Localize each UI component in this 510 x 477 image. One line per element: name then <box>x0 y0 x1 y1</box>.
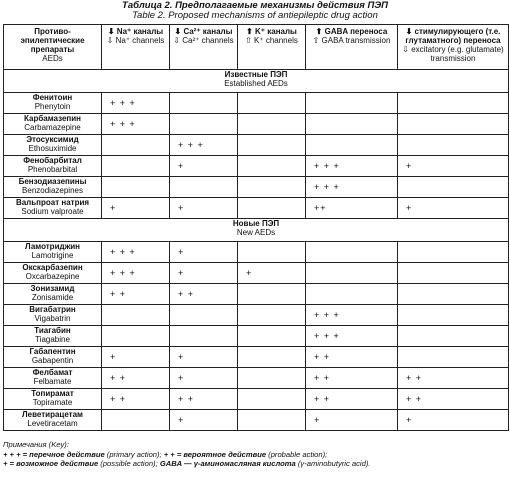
mechanism-cell: + + + <box>306 156 398 177</box>
mechanism-cell <box>238 93 306 114</box>
mechanism-cell: + + + <box>102 93 170 114</box>
drug-name-cell <box>4 263 102 284</box>
mechanism-cell <box>238 156 306 177</box>
table-row <box>4 198 509 219</box>
mechanism-cell <box>306 135 398 156</box>
notes-line-2 <box>3 459 508 469</box>
drug-name-ru: Ламотриджин <box>25 242 80 251</box>
mechanism-cell: + <box>170 242 238 263</box>
mechanism-cell: + <box>398 198 509 219</box>
drug-name-ru: Зонизамид <box>30 284 75 293</box>
header-en: ⇧ K⁺ channels <box>245 36 298 45</box>
drug-name-en: Topiramate <box>32 398 73 407</box>
mechanism-cell: + + + <box>102 242 170 263</box>
mechanism-cell <box>238 347 306 368</box>
header-cell-ca <box>170 25 238 70</box>
mechanism-cell <box>306 93 398 114</box>
drug-name-ru: Бензодиазепины <box>18 177 87 186</box>
table-row <box>4 410 509 431</box>
note-probable-en: (probable action); <box>266 449 328 459</box>
drug-name-en: Carbamazepine <box>24 123 81 132</box>
mechanism-cell: + <box>102 198 170 219</box>
drug-name-cell <box>4 114 102 135</box>
table-row <box>4 177 509 198</box>
header-ru: ⬆ GABA переноса <box>315 27 388 36</box>
mechanism-cell <box>398 347 509 368</box>
drug-name-cell <box>4 284 102 305</box>
drug-name-ru: Окскарбазепин <box>22 263 83 272</box>
mechanism-cell: + <box>102 347 170 368</box>
mechanism-cell <box>170 114 238 135</box>
header-en: ⇧ GABA transmission <box>312 36 391 45</box>
mechanisms-table <box>3 24 509 431</box>
table-row <box>4 263 509 284</box>
drug-name-ru: Тиагабин <box>34 326 71 335</box>
drug-name-en: Gabapentin <box>31 356 74 365</box>
drug-name-cell <box>4 305 102 326</box>
mechanism-cell <box>398 242 509 263</box>
header-en: AEDs <box>42 54 63 63</box>
mechanism-cell: + + + <box>170 135 238 156</box>
header-cell-na <box>102 25 170 70</box>
table-row <box>4 284 509 305</box>
note-primary-en: (primary action); <box>104 449 164 459</box>
table-row <box>4 389 509 410</box>
header-cell-gaba <box>306 25 398 70</box>
mechanism-cell: + <box>398 156 509 177</box>
mechanism-cell <box>398 305 509 326</box>
drug-name-cell <box>4 135 102 156</box>
mechanism-cell <box>102 177 170 198</box>
drug-name-ru: Карбамазепин <box>24 114 81 123</box>
mechanism-cell <box>238 284 306 305</box>
drug-name-cell <box>4 326 102 347</box>
table-caption <box>0 0 510 21</box>
table-row <box>4 114 509 135</box>
drug-name-en: Sodium valproate <box>21 207 84 216</box>
table-row <box>4 156 509 177</box>
drug-name-en: Tiagabine <box>35 335 70 344</box>
mechanism-cell <box>398 177 509 198</box>
note-probable: + + = вероятное действие <box>163 449 267 459</box>
mechanism-cell: + <box>238 263 306 284</box>
mechanism-cell: + + + <box>306 177 398 198</box>
mechanism-cell <box>238 177 306 198</box>
note-gaba: GABA — γ-аминомасляная кислота <box>159 459 296 468</box>
mechanism-cell: ++ <box>306 198 398 219</box>
note-possible-en: (possible action); <box>98 459 160 468</box>
drug-name-en: Levetiracetam <box>27 419 78 428</box>
mechanism-cell: + + + <box>102 263 170 284</box>
drug-name-ru: Вигабатрин <box>29 305 76 314</box>
table-row <box>4 305 509 326</box>
drug-name-ru: Леветирацетам <box>22 410 83 419</box>
drug-name-en: Vigabatrin <box>34 314 71 323</box>
drug-name-en: Felbamate <box>33 377 72 386</box>
section-title-en: Established AEDs <box>224 79 288 88</box>
table-row <box>4 135 509 156</box>
drug-name-cell <box>4 389 102 410</box>
drug-name-en: Phenytoin <box>34 102 71 111</box>
drug-name-en: Lamotrigine <box>31 251 74 260</box>
drug-name-cell <box>4 198 102 219</box>
mechanism-cell: + <box>170 368 238 389</box>
mechanism-cell <box>102 326 170 347</box>
note-possible: + = возможное действие <box>3 459 99 468</box>
drug-name-ru: Габапентин <box>29 347 76 356</box>
drug-name-ru: Топирамат <box>31 389 74 398</box>
mechanism-cell: + + <box>170 389 238 410</box>
section-title-en: New AEDs <box>236 228 276 237</box>
mechanism-cell <box>238 368 306 389</box>
mechanism-cell <box>170 93 238 114</box>
header-cell-k <box>238 25 306 70</box>
drug-name-en: Oxcarbazepine <box>25 272 80 281</box>
section-header-row <box>4 70 509 93</box>
table-row <box>4 93 509 114</box>
mechanism-cell <box>306 114 398 135</box>
mechanism-cell <box>306 284 398 305</box>
mechanism-cell <box>170 177 238 198</box>
mechanism-cell: + + <box>306 389 398 410</box>
mechanism-cell: + + + <box>306 326 398 347</box>
drug-name-cell <box>4 93 102 114</box>
mechanism-cell <box>306 242 398 263</box>
header-en: ⇩ excitatory (e.g. glutamate) transmission <box>402 45 504 63</box>
mechanism-cell: + + + <box>306 305 398 326</box>
table-row <box>4 347 509 368</box>
header-en: ⇩ Ca²⁺ channels <box>173 36 234 45</box>
table-notes <box>3 440 508 469</box>
mechanism-cell: + + <box>306 347 398 368</box>
mechanism-cell <box>238 410 306 431</box>
mechanism-cell: + + <box>306 368 398 389</box>
mechanism-cell: + <box>170 410 238 431</box>
header-ru: ⬇ Na⁺ каналы <box>107 27 164 36</box>
mechanism-cell <box>398 263 509 284</box>
caption-ru: Таблица 2. Предполагаемые механизмы действия ПЭП <box>122 0 388 11</box>
mechanism-cell <box>238 326 306 347</box>
mechanism-cell <box>170 326 238 347</box>
drug-name-en: Zonisamide <box>31 293 74 302</box>
mechanism-cell <box>238 389 306 410</box>
mechanism-cell <box>102 305 170 326</box>
note-gaba-en: (γ-aminobutyric acid). <box>295 459 371 468</box>
drug-name-en: Ethosuximide <box>28 144 77 153</box>
mechanism-cell <box>238 242 306 263</box>
header-cell-excitatory <box>398 25 509 70</box>
header-ru: Противо-эпилептические препараты <box>20 27 85 54</box>
notes-title: Примечания (Key): <box>3 440 69 449</box>
mechanism-cell: + + <box>398 389 509 410</box>
section-header-row <box>4 219 509 242</box>
mechanism-cell: + <box>170 198 238 219</box>
section-title-ru: Известные ПЭП <box>224 70 288 79</box>
section-title-cell <box>4 70 509 93</box>
mechanism-cell: + + <box>398 368 509 389</box>
mechanism-cell <box>398 284 509 305</box>
drug-name-en: Benzodiazepines <box>22 186 83 195</box>
mechanism-cell: + + <box>102 389 170 410</box>
table-row <box>4 242 509 263</box>
mechanism-cell: + <box>306 410 398 431</box>
mechanism-cell <box>102 135 170 156</box>
mechanism-cell <box>306 263 398 284</box>
drug-name-ru: Этосуксимид <box>26 135 79 144</box>
mechanism-cell: + + <box>102 368 170 389</box>
mechanism-cell: + <box>170 263 238 284</box>
drug-name-en: Phenobarbital <box>27 165 78 174</box>
mechanism-cell <box>398 114 509 135</box>
notes-line-1 <box>3 450 508 460</box>
drug-name-cell <box>4 347 102 368</box>
section-title-cell <box>4 219 509 242</box>
drug-name-ru: Фенитоин <box>32 93 73 102</box>
mechanism-cell: + <box>170 347 238 368</box>
drug-name-ru: Фенобарбитал <box>23 156 82 165</box>
header-en: ⇩ Na⁺ channels <box>106 36 165 45</box>
header-cell-aeds <box>4 25 102 70</box>
drug-name-cell <box>4 156 102 177</box>
mechanism-cell <box>398 135 509 156</box>
header-ru: ⬆ K⁺ каналы <box>246 27 297 36</box>
table-row <box>4 326 509 347</box>
mechanism-cell: + + + <box>102 114 170 135</box>
drug-name-ru: Фелбамат <box>32 368 73 377</box>
note-primary: + + + = перечное действие <box>3 449 105 459</box>
mechanism-cell: + + <box>170 284 238 305</box>
mechanism-cell <box>238 305 306 326</box>
mechanism-cell <box>102 156 170 177</box>
mechanism-cell <box>398 93 509 114</box>
caption-en: Table 2. Proposed mechanisms of antiepileptic drug action <box>132 10 378 21</box>
header-ru: ⬇ Ca²⁺ каналы <box>174 27 233 36</box>
mechanism-cell <box>102 410 170 431</box>
mechanism-cell: + + <box>102 284 170 305</box>
header-ru: ⬇ стимулирующего (т.е. глутаматного) переноса <box>405 27 501 45</box>
mechanism-cell <box>238 135 306 156</box>
drug-name-cell <box>4 177 102 198</box>
drug-name-cell <box>4 368 102 389</box>
mechanism-cell <box>238 114 306 135</box>
drug-name-cell <box>4 410 102 431</box>
mechanism-cell: + <box>398 410 509 431</box>
mechanism-cell <box>398 326 509 347</box>
drug-name-cell <box>4 242 102 263</box>
section-title-ru: Новые ПЭП <box>232 219 280 228</box>
header-row <box>4 25 509 70</box>
drug-name-ru: Вальпроат натрия <box>15 198 90 207</box>
mechanism-cell <box>238 198 306 219</box>
mechanism-cell <box>170 305 238 326</box>
mechanism-cell: + <box>170 156 238 177</box>
table-row <box>4 368 509 389</box>
